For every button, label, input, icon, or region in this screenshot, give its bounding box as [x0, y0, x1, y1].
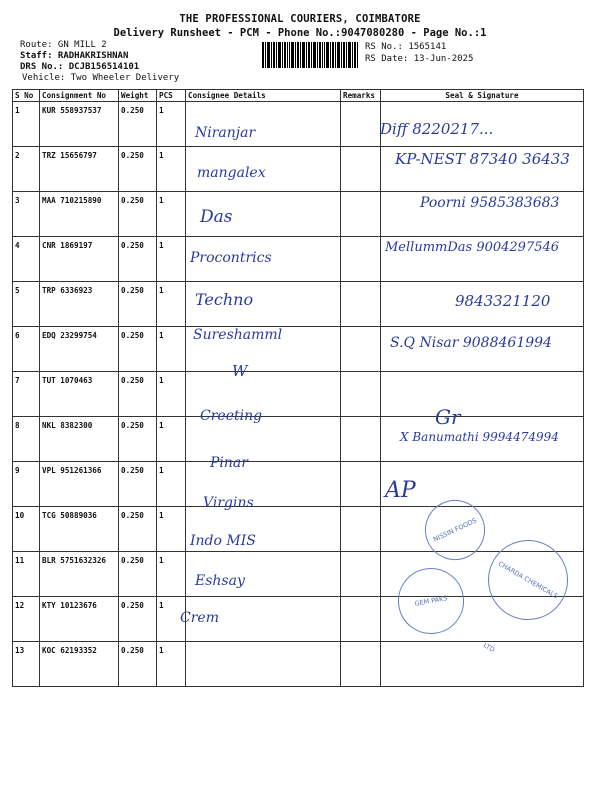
- rs-date: RS Date: 13-Jun-2025: [365, 54, 474, 64]
- cell-pcs: 1: [157, 147, 186, 192]
- handwritten-signature: 9843321120: [455, 292, 551, 310]
- cell-sno: 2: [13, 147, 40, 192]
- cell-sno: 6: [13, 327, 40, 372]
- rs-number: RS No.: 1565141: [365, 42, 447, 52]
- cell-remarks: [341, 462, 381, 507]
- cell-sno: 5: [13, 282, 40, 327]
- cell-consignment: KOC 62193352: [40, 642, 119, 687]
- col-consignment-no: Consignment No: [40, 90, 119, 102]
- cell-weight: 0.250: [119, 192, 157, 237]
- cell-remarks: [341, 372, 381, 417]
- handwritten-consignee: Creeting: [200, 408, 263, 424]
- cell-pcs: 1: [157, 237, 186, 282]
- col-weight: Weight: [119, 90, 157, 102]
- handwritten-consignee: Eshsay: [195, 573, 245, 589]
- cell-pcs: 1: [157, 552, 186, 597]
- cell-sno: 4: [13, 237, 40, 282]
- col-consignee-details: Consignee Details: [186, 90, 341, 102]
- cell-pcs: 1: [157, 462, 186, 507]
- cell-sno: 10: [13, 507, 40, 552]
- cell-consignment: VPL 951261366: [40, 462, 119, 507]
- vehicle-label: Vehicle: Two Wheeler Delivery: [22, 73, 180, 83]
- cell-remarks: [341, 507, 381, 552]
- handwritten-consignee: Niranjar: [195, 125, 256, 141]
- cell-weight: 0.250: [119, 327, 157, 372]
- cell-weight: 0.250: [119, 507, 157, 552]
- col-remarks: Remarks: [341, 90, 381, 102]
- handwritten-consignee: Techno: [195, 290, 254, 309]
- cell-remarks: [341, 642, 381, 687]
- cell-signature: [381, 372, 584, 417]
- cell-pcs: 1: [157, 507, 186, 552]
- cell-weight: 0.250: [119, 147, 157, 192]
- cell-consignment: BLR 5751632326: [40, 552, 119, 597]
- handwritten-signature: X Banumathi 9994474994: [400, 430, 559, 444]
- cell-weight: 0.250: [119, 282, 157, 327]
- cell-remarks: [341, 597, 381, 642]
- cell-pcs: 1: [157, 282, 186, 327]
- cell-pcs: 1: [157, 192, 186, 237]
- staff-label: Staff: RADHAKRISHNAN: [20, 51, 129, 61]
- company-title: THE PROFESSIONAL COURIERS, COIMBATORE: [179, 13, 421, 25]
- gem-seal-stamp: GEM PAKS: [393, 563, 469, 639]
- table-row: [13, 372, 584, 417]
- cell-remarks: [341, 282, 381, 327]
- cell-weight: 0.250: [119, 462, 157, 507]
- table-header-row: [13, 90, 584, 102]
- table-row: [13, 102, 584, 147]
- col-seal-signature: Seal & Signature: [381, 90, 584, 102]
- handwritten-consignee: Sureshamml: [193, 327, 283, 343]
- drs-number: DRS No.: DCJB156514101: [20, 62, 140, 72]
- cell-consignment: CNR 1869197: [40, 237, 119, 282]
- cell-remarks: [341, 192, 381, 237]
- cell-weight: 0.250: [119, 372, 157, 417]
- col-pcs: PCS: [157, 90, 186, 102]
- barcode: [262, 42, 358, 68]
- cell-remarks: [341, 102, 381, 147]
- handwritten-consignee: Crem: [180, 610, 219, 626]
- handwritten-consignee: Pinar: [210, 455, 248, 471]
- cell-sno: 8: [13, 417, 40, 462]
- cell-sno: 9: [13, 462, 40, 507]
- cell-consignment: TCG 50889036: [40, 507, 119, 552]
- cell-consignee: [186, 642, 341, 687]
- cell-sno: 3: [13, 192, 40, 237]
- cell-weight: 0.250: [119, 642, 157, 687]
- table-row: [13, 507, 584, 552]
- table-row: [13, 462, 584, 507]
- handwritten-consignee: Indo MIS: [190, 533, 256, 549]
- cell-pcs: 1: [157, 372, 186, 417]
- cell-consignment: TUT 1070463: [40, 372, 119, 417]
- cell-pcs: 1: [157, 597, 186, 642]
- cell-sno: 7: [13, 372, 40, 417]
- cell-sno: 11: [13, 552, 40, 597]
- cell-pcs: 1: [157, 642, 186, 687]
- handwritten-signature: AP: [385, 478, 416, 503]
- cell-pcs: 1: [157, 102, 186, 147]
- cell-weight: 0.250: [119, 102, 157, 147]
- handwritten-consignee: Virgins: [203, 495, 254, 511]
- cell-remarks: [341, 327, 381, 372]
- cell-consignment: MAA 710215890: [40, 192, 119, 237]
- handwritten-signature: Gr: [435, 405, 461, 429]
- cell-sno: 12: [13, 597, 40, 642]
- handwritten-consignee: Procontrics: [190, 250, 272, 266]
- cell-pcs: 1: [157, 417, 186, 462]
- cell-weight: 0.250: [119, 597, 157, 642]
- cell-weight: 0.250: [119, 552, 157, 597]
- cell-remarks: [341, 552, 381, 597]
- cell-remarks: [341, 417, 381, 462]
- handwritten-signature: S.Q Nisar 9088461994: [390, 335, 552, 351]
- cell-consignment: KUR 558937537: [40, 102, 119, 147]
- chemicals-seal-stamp: CHARDA CHEMICALS LTD: [473, 525, 582, 634]
- handwritten-signature: KP-NEST 87340 36433: [395, 150, 570, 168]
- handwritten-signature: Poorni 9585383683: [420, 195, 560, 211]
- handwritten-consignee: mangalex: [197, 165, 266, 181]
- cell-consignment: NKL 8382300: [40, 417, 119, 462]
- cell-weight: 0.250: [119, 237, 157, 282]
- cell-consignment: TRP 6336923: [40, 282, 119, 327]
- cell-pcs: 1: [157, 327, 186, 372]
- runsheet-subtitle: Delivery Runsheet - PCM - Phone No.:9047080280 - Page No.:1: [113, 27, 487, 39]
- handwritten-signature: Diff 8220217...: [380, 120, 494, 138]
- cell-sno: 13: [13, 642, 40, 687]
- handwritten-consignee: W: [232, 362, 248, 380]
- cell-weight: 0.250: [119, 417, 157, 462]
- nissin-seal-stamp: NISSIN FOODS: [415, 490, 495, 570]
- cell-sno: 1: [13, 102, 40, 147]
- col-sno: S No: [13, 90, 40, 102]
- route-label: Route: GN MILL 2: [20, 40, 107, 50]
- cell-remarks: [341, 147, 381, 192]
- cell-consignment: EDQ 23299754: [40, 327, 119, 372]
- handwritten-signature: MellummDas 9004297546: [385, 240, 560, 255]
- cell-remarks: [341, 237, 381, 282]
- cell-consignment: KTY 10123676: [40, 597, 119, 642]
- handwritten-consignee: Das: [200, 207, 233, 227]
- table-row: [13, 642, 584, 687]
- cell-consignment: TRZ 15656797: [40, 147, 119, 192]
